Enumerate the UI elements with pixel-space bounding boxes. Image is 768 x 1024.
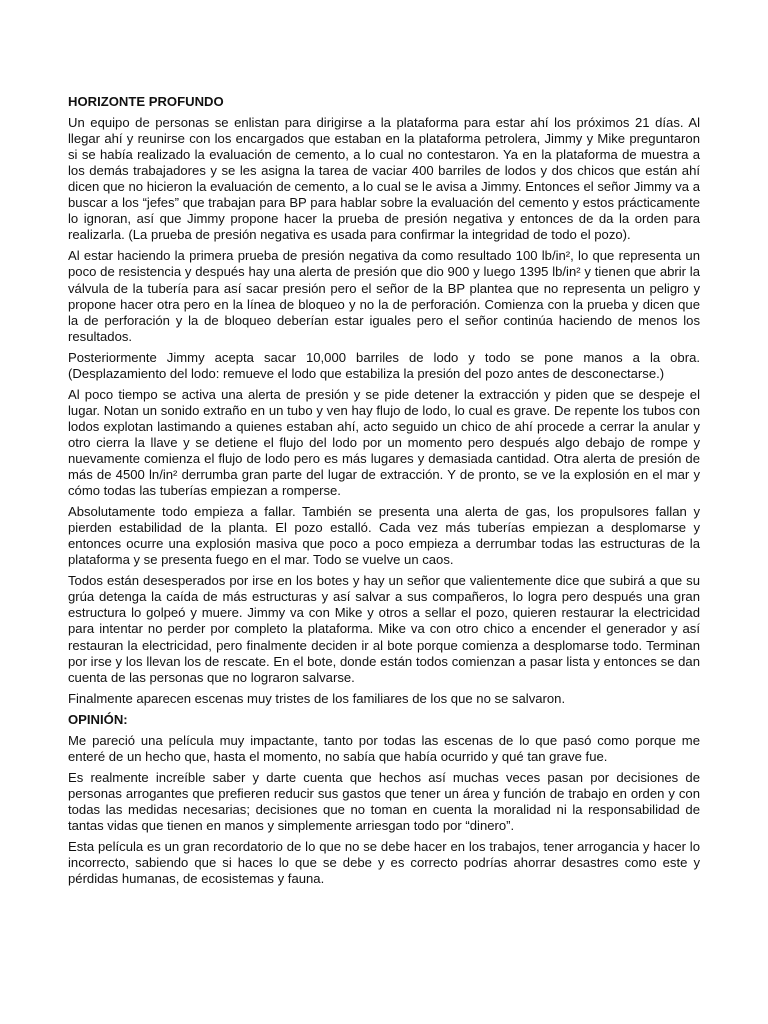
summary-paragraph-4: Al poco tiempo se activa una alerta de presión y se pide detener la extracción y piden que se despeje el lugar. Notan un sonido extraño en un tubo y ven hay flujo de lodo, lo cual es grave. De repente los tubos con lodos explotan lastimando a quienes estaban ahí, acto seguido un chico de ahí procede a cerrar la anular y otro cierra la llave y se detiene el flujo del lodo por un momento pero después algo debajo de rompe y nuevamente comienza el flujo de lodo pero es más lugares y demasiada cantidad. Otra alerta de presión de más de 4500 ln/in² derrumba gran parte del lugar de extracción. Y de pronto, se ve la explosión en el mar y cómo todas las tuberías empiezan a romperse. — [68, 386, 700, 499]
summary-paragraph-3: Posteriormente Jimmy acepta sacar 10,000 barriles de lodo y todo se pone manos a la obra. (Desplazamiento del lodo: remueve el lodo que estabiliza la presión del pozo antes de desconectarse.) — [68, 349, 700, 381]
summary-paragraph-6: Todos están desesperados por irse en los botes y hay un señor que valientemente dice que subirá a que su grúa detenga la caída de más estructuras y así salvar a sus compañeros, lo logra pero después una gran estructura lo golpeó y muere. Jimmy va con Mike y otros a sellar el pozo, quieren restaurar la electricidad para intentar no perder por completo la plataforma. Mike va con otro chico a encender el generador y así restauran la electricidad, pero finalmente deciden ir al bote porque comienza a desplomarse todo. Terminan por irse y los llevan los de rescate. En el bote, donde están todos comienzan a pasar lista y entonces se dan cuenta de las personas que no lograron salvarse. — [68, 573, 700, 685]
opinion-heading: OPINIÓN: — [68, 711, 128, 727]
summary-paragraph-1: Un equipo de personas se enlistan para dirigirse a la plataforma para estar ahí los próximos 21 días. Al llegar ahí y reunirse con los encargados que estaban en la plataforma petrolera, Jimmy y Mike preguntaron si se había realizado la evaluación de cemento, a lo cual no contestaron. Ya en la plataforma de muestra a los demás trabajadores y se les asigna la tarea de vaciar 400 barriles de lodos y dos chicos que están ahí dicen que no hicieron la evaluación de cemento, a lo cual se le avisa a Jimmy. Entonces el señor Jimmy va a buscar a los “jefes” que trabajan para BP para hablar sobre la evaluación del cemento y estos prácticamente lo ignoran, así que Jimmy propone hacer la prueba de presión negativa y entonces de da la orden para realizarla. (La prueba de presión negativa es usada para confirmar la integridad de todo el pozo). — [68, 115, 700, 243]
document-title: HORIZONTE PROFUNDO — [68, 94, 224, 109]
summary-paragraph-7: Finalmente aparecen escenas muy tristes de los familiares de los que no se salvaron. — [68, 690, 566, 706]
document-page — [68, 94, 700, 892]
summary-paragraph-5: Absolutamente todo empieza a fallar. También se presenta una alerta de gas, los propulsores fallan y pierden estabilidad de la planta. El pozo estalló. Cada vez más tuberías empiezan a desplomarse y entonces ocurre una explosión masiva que poco a poco empieza a derrumbar todas las estructuras de la plataforma y se presenta fuego en el mar. Todo se vuelve un caos. — [68, 504, 700, 568]
opinion-paragraph-1: Me pareció una película muy impactante, tanto por todas las escenas de lo que pasó como porque me enteré de un hecho que, hasta el momento, no sabía que había ocurrido y qué tan grave fue. — [68, 732, 700, 764]
opinion-paragraph-2: Es realmente increíble saber y darte cuenta que hechos así muchas veces pasan por decisiones de personas arrogantes que prefieren reducir sus gastos que tener un área y función de trabajo en orden y con todas las medidas necesarias; decisiones que no toman en cuenta la moralidad ni la responsabilidad de tantas vidas que tienen en manos y simplemente arriesgan todo por “dinero”. — [68, 769, 700, 833]
opinion-paragraph-3: Esta película es un gran recordatorio de lo que no se debe hacer en los trabajos, tener arrogancia y hacer lo incorrecto, sabiendo que si haces lo que se debe y es correcto podrías ahorrar desastres como este y pérdidas humanas, de ecosistemas y fauna. — [68, 839, 700, 887]
summary-paragraph-2: Al estar haciendo la primera prueba de presión negativa da como resultado 100 lb/in², lo que representa un poco de resistencia y después hay una alerta de presión que dio 900 y luego 1395 lb/in² y tienen que abrir la válvula de la tubería para así sacar presión pero el señor de la BP plantea que no representa un peligro y propone hacer otra pero en la línea de bloqueo y no la de perforación. Comienza con la prueba y dicen que la de perforación y la de bloqueo deberían estar iguales pero el señor continúa haciendo de menos los resultados. — [68, 248, 700, 344]
